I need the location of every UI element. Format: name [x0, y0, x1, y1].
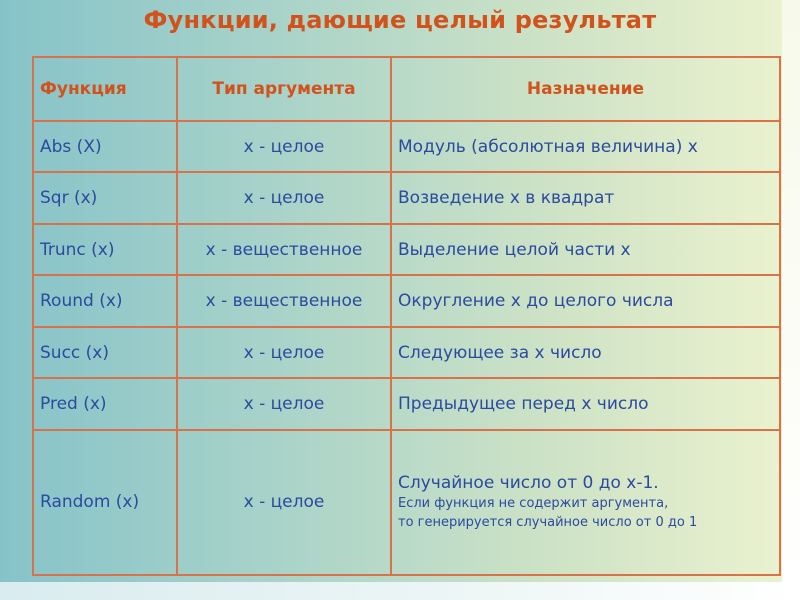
function-purpose: Модуль (абсолютная величина) х [391, 121, 780, 172]
argument-type: х - целое [177, 172, 391, 223]
page-title: Функции, дающие целый результат [143, 6, 657, 34]
right-edge-band [782, 0, 800, 600]
function-name: Round (x) [33, 275, 177, 326]
functions-table [32, 56, 781, 576]
function-purpose: Случайное число от 0 до х-1. [398, 473, 659, 494]
table-row [33, 121, 780, 172]
argument-type: х - целое [177, 430, 391, 575]
table-row [33, 172, 780, 223]
header-purpose: Назначение [391, 57, 780, 121]
purpose-note-line-1: Если функция не содержит аргумента, [398, 496, 669, 512]
function-purpose: Следующее за х число [391, 327, 780, 378]
function-name: Abs (X) [33, 121, 177, 172]
function-name: Sqr (x) [33, 172, 177, 223]
function-purpose: Округление х до целого числа [391, 275, 780, 326]
argument-type: х - целое [177, 121, 391, 172]
function-purpose: Возведение х в квадрат [391, 172, 780, 223]
table-row [33, 430, 780, 575]
function-purpose-cell [391, 430, 780, 575]
function-name: Pred (x) [33, 378, 177, 429]
table-row [33, 327, 780, 378]
argument-type: х - вещественное [177, 275, 391, 326]
bottom-edge-band [0, 582, 800, 600]
table-row [33, 378, 780, 429]
argument-type: х - целое [177, 327, 391, 378]
function-purpose: Выделение целой части х [391, 224, 780, 275]
table-header-row [33, 57, 780, 121]
function-name: Succ (x) [33, 327, 177, 378]
argument-type: х - вещественное [177, 224, 391, 275]
function-name: Random (x) [33, 430, 177, 575]
header-argument-type: Тип аргумента [177, 57, 391, 121]
purpose-note-line-2: то генерируется случайное число от 0 до 1 [398, 515, 698, 531]
header-function: Функция [33, 57, 177, 121]
table-row [33, 275, 780, 326]
function-name: Trunc (x) [33, 224, 177, 275]
function-purpose: Предыдущее перед х число [391, 378, 780, 429]
argument-type: х - целое [177, 378, 391, 429]
table-row [33, 224, 780, 275]
